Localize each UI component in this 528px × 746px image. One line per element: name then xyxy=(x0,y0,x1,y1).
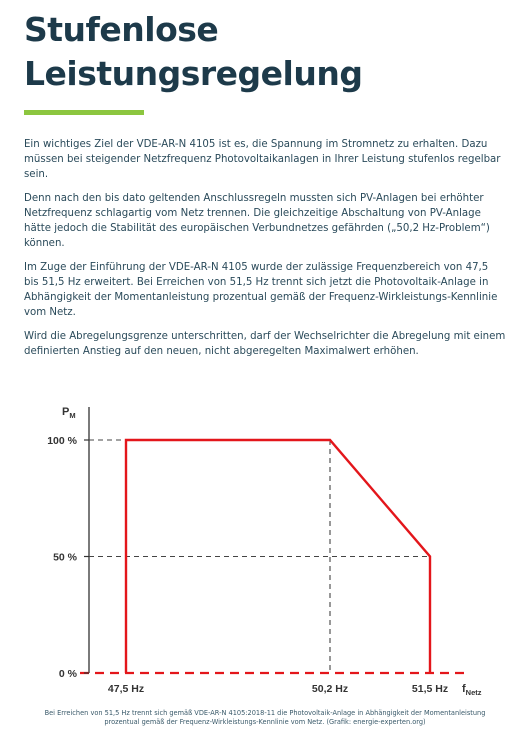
x-axis-label-main: f xyxy=(462,683,466,695)
y-tick-label: 0 % xyxy=(58,668,77,680)
x-axis-label xyxy=(462,683,482,697)
x-tick-label: 51,5 Hz xyxy=(411,683,449,695)
title-line-2: Leistungsregelung xyxy=(24,54,363,93)
paragraph: Ein wichtiges Ziel der VDE-AR-N 4105 ist es, die Spannung im Stromnetz zu erhalten. Dazu müssen bei steigender Netzfrequenz Photovoltaikanlagen in Ihrer Leistung stufenlos regelbar sein. xyxy=(24,139,501,180)
page-title xyxy=(24,8,362,96)
caption-line-2: prozentual gemäß der Frequenz-Wirkleistungs-Kennlinie vom Netz. (Grafik: energie-experten.org) xyxy=(104,717,426,726)
caption-line-1: Bei Erreichen von 51,5 Hz trennt sich gemäß VDE-AR-N 4105:2018-11 die Photovoltaik-Anlage in Abhängigkeit der Momentanleistung xyxy=(44,709,486,717)
x-tick-label: 50,2 Hz xyxy=(311,683,349,695)
x-tick-label: 47,5 Hz xyxy=(107,683,145,695)
figure-caption xyxy=(20,709,510,726)
y-axis-label xyxy=(62,406,76,420)
paragraph: Wird die Abregelungsgrenze unterschritten, darf der Wechselrichter die Abregelung mit einem definierten Anstieg auf den neuen, nicht abgeregelten Maximalwert erhöhen. xyxy=(24,331,506,357)
frequency-power-chart xyxy=(0,395,528,705)
paragraph: Im Zuge der Einführung der VDE-AR-N 4105 wurde der zulässige Frequenzbereich von 47,5 bis 51,5 Hz erweitert. Bei Erreichen von 51,5 Hz trennt sich jetzt die Photovoltaik-Anlage in Abhängigkeit der Momentanleistung prozentual gemäß der Frequenz-Wirkleistungs-Kennlinie vom Netz. xyxy=(24,262,498,318)
y-axis-label-main: P xyxy=(62,406,70,418)
y-tick-label: 50 % xyxy=(53,551,77,564)
paragraph: Denn nach den bis dato geltenden Anschlussregeln mussten sich PV-Anlagen bei erhöhter Netzfrequenz schlagartig vom Netz trennen. Die gleichzeitige Abschaltung von PV-Anlage hätte jedoch die Stabilität des europäischen Verbundnetzes gefährden („50,2 Hz-Problem“) können. xyxy=(24,193,490,249)
title-line-1: Stufenlose xyxy=(24,10,219,49)
body-text xyxy=(24,137,506,368)
title-accent-bar xyxy=(24,110,144,115)
y-tick-label: 100 % xyxy=(47,435,77,447)
x-axis-label-sub: Netz xyxy=(465,688,482,697)
y-axis-label-sub: M xyxy=(69,411,76,420)
